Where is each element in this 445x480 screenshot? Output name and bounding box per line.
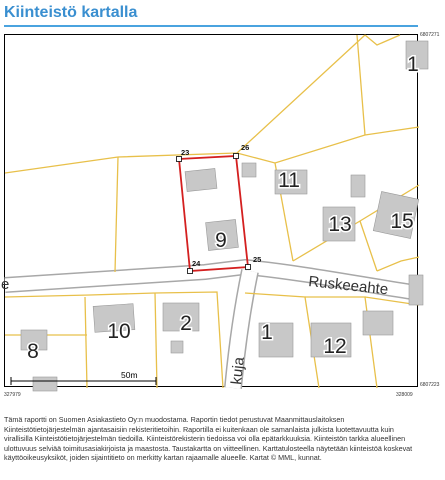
corner-label-23: 23 bbox=[181, 148, 190, 157]
parcel-number-11: 11 bbox=[278, 169, 300, 192]
map-canvas[interactable] bbox=[1, 35, 419, 388]
coord-south-east: 6807223 bbox=[420, 382, 440, 388]
corner-label-24: 24 bbox=[192, 259, 201, 268]
parcel-number-13: 13 bbox=[328, 213, 352, 236]
corner-marker-26 bbox=[234, 154, 239, 159]
street-label-left-fragment: e bbox=[1, 276, 10, 293]
coord-south-east-x: 328009 bbox=[396, 392, 413, 398]
parcel-number-9: 9 bbox=[215, 229, 227, 252]
parcel-boundaries bbox=[5, 35, 419, 388]
corner-marker-24 bbox=[188, 269, 193, 274]
parcel-number-10: 10 bbox=[107, 320, 131, 343]
corner-marker-23 bbox=[177, 157, 182, 162]
parcel-number-8: 8 bbox=[27, 340, 39, 363]
parcel-number-1-top: 1 bbox=[407, 53, 419, 76]
coord-north-east: 6807271 bbox=[420, 32, 440, 38]
scale-bar-label: 50m bbox=[121, 370, 138, 380]
property-map[interactable] bbox=[1, 34, 419, 387]
street-label-main: Ruskeeahte bbox=[307, 273, 389, 299]
parcel-number-1-bottom: 1 bbox=[261, 321, 273, 344]
coord-south-west: 327979 bbox=[4, 392, 21, 398]
parcel-number-15: 15 bbox=[390, 210, 414, 233]
corner-label-26: 26 bbox=[241, 143, 250, 152]
corner-marker-25 bbox=[246, 265, 251, 270]
title-underline bbox=[4, 25, 418, 27]
street-label-side: kuja bbox=[228, 356, 248, 386]
parcel-number-12: 12 bbox=[323, 335, 347, 358]
parcel-number-2: 2 bbox=[180, 312, 192, 335]
corner-label-25: 25 bbox=[253, 255, 262, 264]
disclaimer-text: Tämä raportti on Suomen Asiakastieto Oy:n muodostama. Raportin tiedot perustuvat Maanmittauslaitoksen Kiinteistötietojärjestelmän ajantasaisiin rekisteritietoihin. Raportilla ei kuitenkaan ole samanlaista julkista luotettavuutta kuin virallisilla Kiinteistötietojärjestelmän tiedoilla. Kiinteistörekisterin tiedoissa voi olla epätarkkuuksia. Kiinteistön tarkka alueellinen ulottuvuus selviää toimitusasiakirjoista ja maastosta. Taustakartta on viitteellinen. Karttatulosteella näytetään kiinteistöä koskevat käyttöoikeusyksiköt, joiden sijaintitieto on merkitty kartan rajaamalle alueelle. Kartat © MML, kunnat. bbox=[4, 415, 413, 463]
page-title: Kiinteistö kartalla bbox=[4, 4, 138, 21]
